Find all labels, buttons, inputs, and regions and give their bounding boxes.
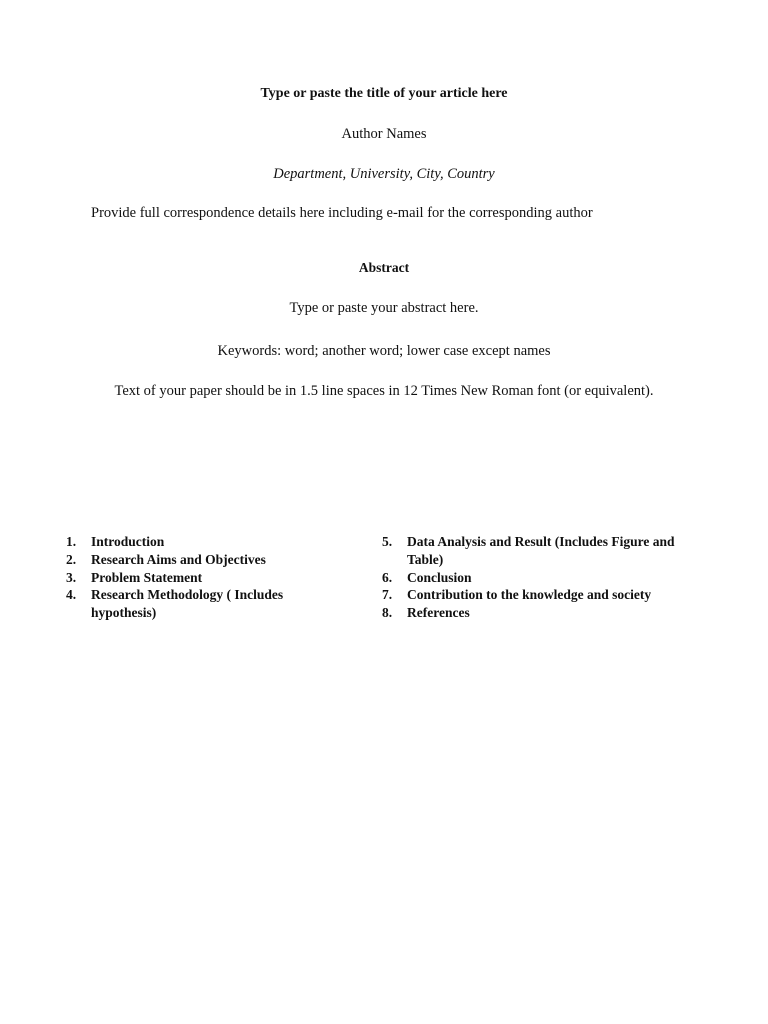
list-item-number: 6. <box>382 569 393 585</box>
author-names: Author Names <box>341 126 427 142</box>
formatting-instructions: Text of your paper should be in 1.5 line spaces in 12 Times New Roman font (or equivalent). <box>114 383 654 399</box>
list-item-number: 7. <box>382 587 393 603</box>
list-item <box>382 533 682 569</box>
article-title: Type or paste the title of your article here <box>260 86 508 101</box>
list-item-number: 4. <box>66 587 77 603</box>
list-item-label: Data Analysis and Result (Includes Figure and Table) <box>407 534 675 567</box>
list-item-label: Contribution to the knowledge and society <box>407 587 652 603</box>
correspondence-details: Provide full correspondence details here including e-mail for the corresponding author <box>91 205 593 221</box>
keywords: Keywords: word; another word; lower case except names <box>217 343 551 359</box>
list-item-label: References <box>407 605 470 621</box>
affiliation: Department, University, City, Country <box>273 166 495 182</box>
list-item-label: Conclusion <box>407 569 472 585</box>
list-item <box>66 533 326 551</box>
abstract-text: Type or paste your abstract here. <box>289 300 479 316</box>
list-item <box>382 604 682 622</box>
list-item <box>382 586 682 604</box>
list-item-number: 8. <box>382 605 393 621</box>
list-item-number: 1. <box>66 534 77 549</box>
list-item <box>382 569 682 587</box>
list-item-label: Research Methodology ( Includes hypothesis) <box>91 587 284 621</box>
list-item-number: 5. <box>382 534 393 549</box>
abstract-heading: Abstract <box>358 260 410 275</box>
list-item-label: Problem Statement <box>91 569 203 585</box>
list-item-label: Introduction <box>91 534 165 549</box>
list-item-number: 2. <box>66 551 77 567</box>
outline-right-column <box>382 533 682 622</box>
list-item <box>66 569 326 587</box>
list-item-number: 3. <box>66 569 77 585</box>
list-item <box>66 586 326 622</box>
list-item <box>66 551 326 569</box>
list-item-label: Research Aims and Objectives <box>91 551 266 567</box>
outline-left-column <box>66 533 326 622</box>
